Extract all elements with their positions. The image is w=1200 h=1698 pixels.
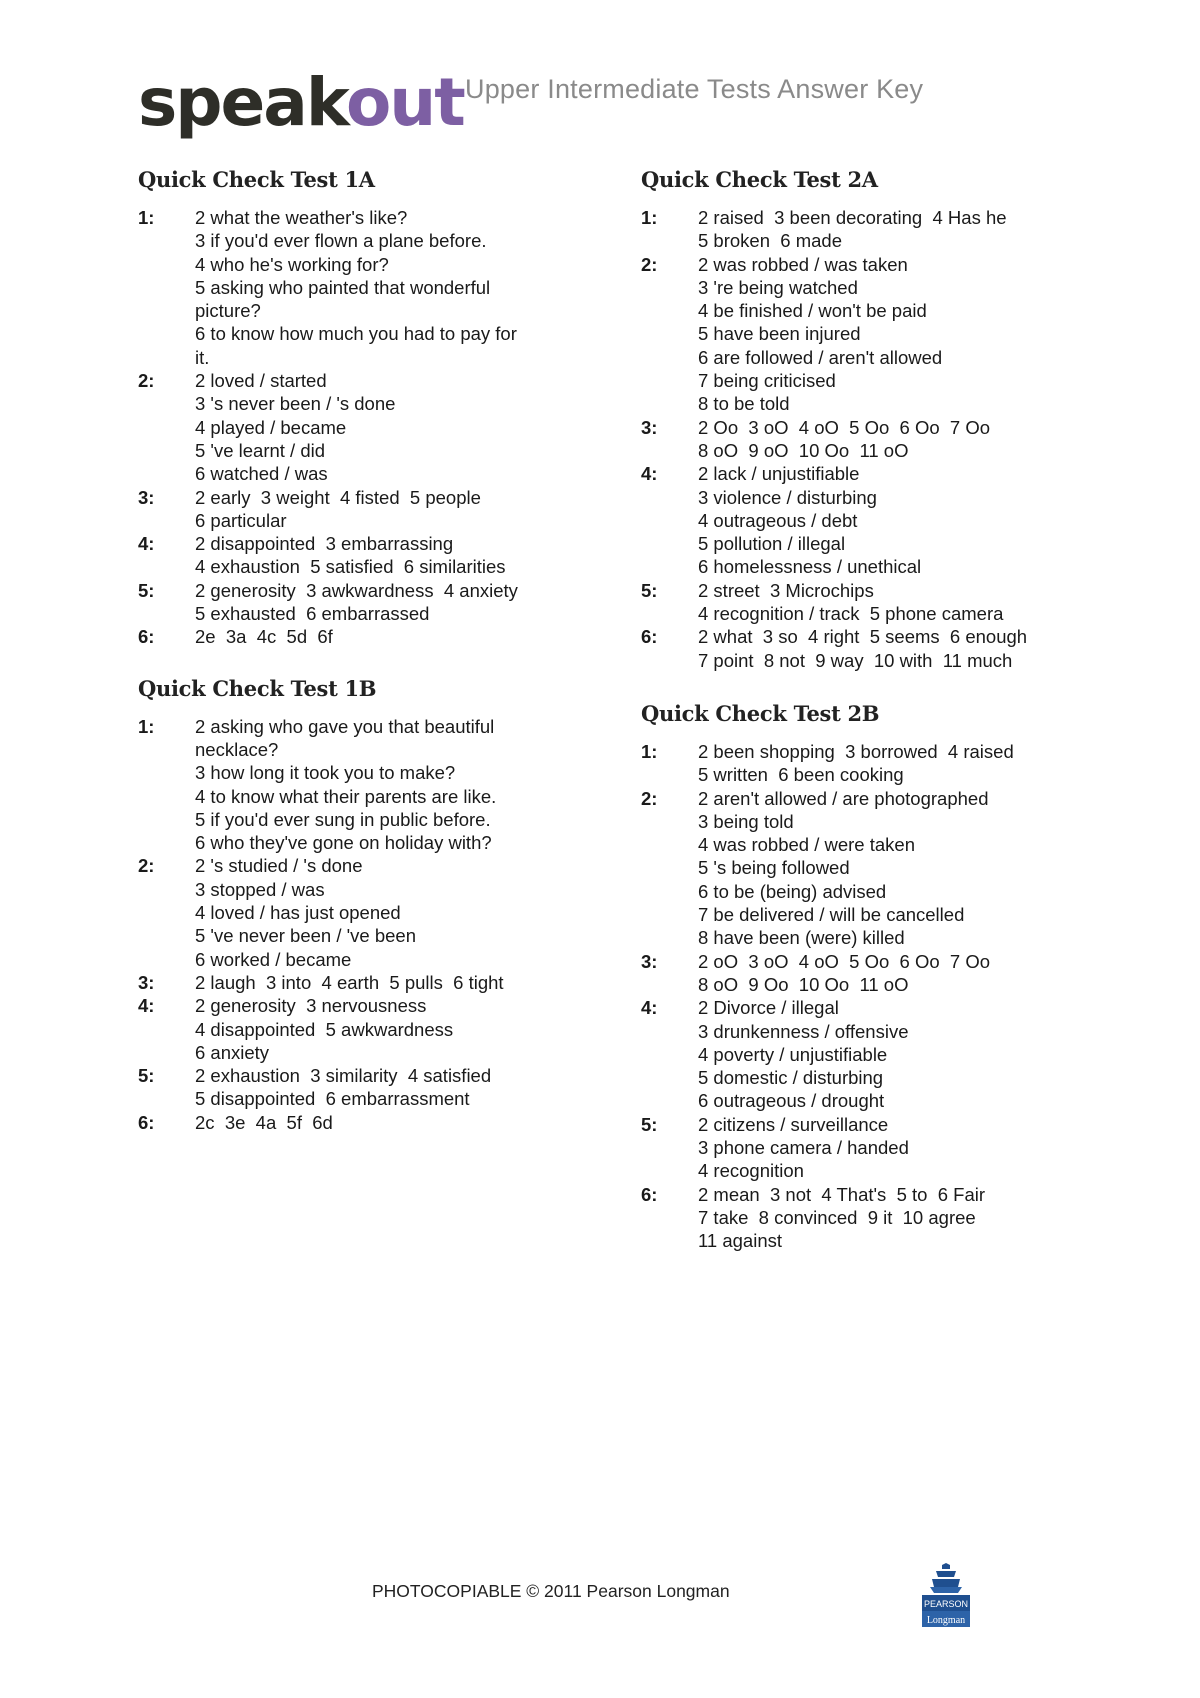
answer-lines: [698, 579, 1111, 626]
question-row: [138, 206, 598, 369]
answer-line: 5 disappointed 6 embarrassment: [195, 1088, 470, 1110]
question-number: 3:: [641, 950, 658, 972]
answer-line: 2 early 3 weight 4 fisted 5 people: [195, 486, 481, 508]
question-row: [138, 369, 598, 485]
answer-line: 2 what the weather's like?: [195, 207, 408, 228]
pearson-longman-logo: [918, 1563, 974, 1628]
answer-line: 3 if you'd ever flown a plane before.: [195, 230, 487, 252]
answer-line: 2 lack / unjustifiable: [698, 463, 860, 485]
answer-line: 2 raised 3 been decorating 4 Has he: [698, 207, 1007, 228]
answer-line: 4 loved / has just opened: [195, 902, 401, 924]
quiz-section: [641, 166, 1111, 672]
right-column: [641, 166, 1111, 1270]
question-number: 4:: [138, 533, 155, 555]
answer-line: 4 poverty / unjustifiable: [698, 1043, 888, 1065]
question-row: [138, 532, 598, 579]
question-number: 5:: [138, 579, 155, 601]
answer-lines: [195, 532, 598, 579]
answer-line: 7 be delivered / will be cancelled: [698, 904, 965, 926]
question-row: [138, 715, 598, 855]
answer-line: 7 point 8 not 9 way 10 with 11 much: [698, 649, 1013, 671]
answer-line: 5 've never been / 've been: [195, 925, 416, 947]
answer-line: 11 against: [698, 1230, 782, 1252]
question-row: [641, 579, 1111, 626]
answer-line: 5 if you'd ever sung in public before.: [195, 808, 491, 830]
answer-line: 6 to know how much you had to pay for: [195, 323, 517, 345]
answer-line: 4 recognition: [698, 1160, 804, 1182]
answer-line: 3 how long it took you to make?: [195, 762, 456, 784]
answer-line: 4 outrageous / debt: [698, 509, 858, 531]
question-number: 5:: [641, 1113, 658, 1135]
question-number: 6:: [641, 1183, 658, 1205]
answer-line: 8 oO 9 oO 10 Oo 11 oO: [698, 439, 909, 461]
answer-line: 5 asking who painted that wonderful: [195, 276, 491, 298]
question-row: [641, 206, 1111, 253]
answer-lines: [195, 206, 598, 369]
question-number: 4:: [641, 463, 658, 485]
logo-pearson-text: PEARSON: [923, 1599, 969, 1609]
answer-line: 2e 3a 4c 5d 6f: [195, 626, 333, 648]
answer-line: 4 to know what their parents are like.: [195, 785, 497, 807]
question-number: 2:: [641, 253, 658, 275]
answer-lines: [195, 994, 598, 1064]
section-title: Quick Check Test 1B: [138, 675, 377, 701]
question-row: [641, 253, 1111, 416]
answer-line: 4 exhaustion 5 satisfied 6 similarities: [195, 556, 506, 578]
question-number: 3:: [641, 416, 658, 438]
question-number: 1:: [641, 207, 658, 228]
question-row: [641, 1183, 1111, 1253]
answer-line: 5 written 6 been cooking: [698, 764, 904, 786]
section-title: Quick Check Test 2A: [641, 167, 878, 192]
answer-line: 2 street 3 Microchips: [698, 579, 874, 601]
answer-line: 3 drunkenness / offensive: [698, 1020, 909, 1042]
answer-line: 2 citizens / surveillance: [698, 1113, 889, 1135]
question-row: [138, 1111, 598, 1134]
answer-line: 3 stopped / was: [195, 878, 325, 900]
question-row: [138, 854, 598, 970]
answer-lines: [698, 1113, 1111, 1183]
answer-line: 3 's never been / 's done: [195, 393, 396, 415]
question-row: [641, 950, 1111, 997]
question-row: [641, 1113, 1111, 1183]
answer-line: 5 broken 6 made: [698, 230, 842, 252]
answer-line: 8 have been (were) killed: [698, 927, 905, 949]
answer-line: 3 're being watched: [698, 276, 858, 298]
question-number: 3:: [138, 971, 155, 993]
answer-line: necklace?: [195, 738, 279, 760]
left-column: [138, 166, 598, 1152]
answer-line: 2 oO 3 oO 4 oO 5 Oo 6 Oo 7 Oo: [698, 950, 991, 972]
answer-lines: [195, 486, 598, 533]
question-row: [641, 416, 1111, 463]
logo-speak-text: speak: [138, 64, 346, 141]
question-row: [138, 486, 598, 533]
answer-line: 2 what 3 so 4 right 5 seems 6 enough: [698, 626, 1028, 648]
answer-line: 8 to be told: [698, 393, 790, 415]
question-number: 6:: [138, 1111, 155, 1133]
question-number: 5:: [641, 579, 658, 601]
answer-line: 2 been shopping 3 borrowed 4 raised: [698, 740, 1014, 762]
question-number: 2:: [138, 855, 155, 877]
answer-line: 2 laugh 3 into 4 earth 5 pulls 6 tight: [195, 971, 504, 993]
speakout-logo: [138, 64, 464, 141]
answer-line: picture?: [195, 300, 261, 322]
answer-line: 2 's studied / 's done: [195, 855, 363, 877]
answer-line: 6 are followed / aren't allowed: [698, 346, 943, 368]
question-row: [138, 994, 598, 1064]
answer-line: 5 have been injured: [698, 323, 861, 345]
question-row: [641, 787, 1111, 950]
answer-line: 3 violence / disturbing: [698, 486, 877, 508]
answer-lines: [698, 740, 1111, 787]
question-row: [138, 579, 598, 626]
answer-lines: [195, 625, 598, 648]
answer-lines: [698, 996, 1111, 1112]
question-row: [641, 625, 1111, 672]
answer-line: 4 be finished / won't be paid: [698, 300, 927, 322]
answer-lines: [195, 1064, 598, 1111]
answer-lines: [698, 950, 1111, 997]
answer-lines: [698, 253, 1111, 416]
question-row: [641, 996, 1111, 1112]
question-number: 4:: [641, 997, 658, 1019]
answer-line: 2 Oo 3 oO 4 oO 5 Oo 6 Oo 7 Oo: [698, 416, 991, 438]
answer-lines: [698, 1183, 1111, 1253]
answer-line: 7 being criticised: [698, 370, 836, 392]
question-number: 2:: [641, 787, 658, 809]
question-row: [138, 625, 598, 648]
question-number: 3:: [138, 486, 155, 508]
answer-line: 5 've learnt / did: [195, 439, 326, 461]
answer-line: 2 exhaustion 3 similarity 4 satisfied: [195, 1065, 492, 1087]
answer-lines: [195, 715, 598, 855]
quiz-section: [138, 166, 598, 649]
answer-line: 3 phone camera / handed: [698, 1136, 909, 1158]
answer-line: it.: [195, 346, 210, 368]
answer-line: 6 who they've gone on holiday with?: [195, 832, 492, 854]
quiz-section: [138, 675, 598, 1134]
answer-line: 6 particular: [195, 509, 287, 531]
answer-line: 6 watched / was: [195, 463, 328, 485]
section-title: Quick Check Test 1A: [138, 167, 375, 192]
answer-line: 2 disappointed 3 embarrassing: [195, 533, 454, 555]
answer-line: 2c 3e 4a 5f 6d: [195, 1111, 333, 1133]
question-number: 1:: [138, 207, 155, 228]
answer-line: 5 exhausted 6 embarrassed: [195, 603, 430, 625]
answer-line: 2 mean 3 not 4 That's 5 to 6 Fair: [698, 1183, 986, 1205]
document-subtitle: Upper Intermediate Tests Answer Key: [465, 74, 924, 104]
answer-line: 2 Divorce / illegal: [698, 997, 839, 1019]
question-number: 5:: [138, 1065, 155, 1087]
quiz-section: [641, 700, 1111, 1253]
answer-line: 4 recognition / track 5 phone camera: [698, 603, 1004, 625]
answer-line: 4 played / became: [195, 416, 347, 438]
answer-lines: [195, 369, 598, 485]
answer-lines: [698, 625, 1111, 672]
footer-copyright: PHOTOCOPIABLE © 2011 Pearson Longman: [372, 1581, 730, 1601]
question-row: [138, 1064, 598, 1111]
answer-line: 6 to be (being) advised: [698, 880, 887, 902]
logo-out-text: out: [345, 64, 464, 141]
answer-lines: [195, 854, 598, 970]
answer-line: 6 anxiety: [195, 1041, 270, 1063]
question-row: [138, 971, 598, 994]
answer-lines: [698, 462, 1111, 578]
answer-line: 2 asking who gave you that beautiful: [195, 715, 495, 737]
question-row: [641, 740, 1111, 787]
answer-line: 2 loved / started: [195, 370, 327, 392]
answer-line: 4 disappointed 5 awkwardness: [195, 1018, 454, 1040]
answer-line: 2 generosity 3 awkwardness 4 anxiety: [195, 579, 518, 601]
answer-line: 4 was robbed / were taken: [698, 834, 915, 856]
answer-lines: [195, 1111, 598, 1134]
answer-line: 7 take 8 convinced 9 it 10 agree: [698, 1206, 976, 1228]
answer-line: 2 generosity 3 nervousness: [195, 995, 427, 1017]
answer-lines: [698, 416, 1111, 463]
answer-line: 3 being told: [698, 810, 794, 832]
answer-lines: [698, 787, 1111, 950]
answer-lines: [195, 971, 598, 994]
answer-lines: [195, 579, 598, 626]
question-number: 1:: [138, 715, 155, 737]
section-title: Quick Check Test 2B: [641, 700, 880, 726]
question-number: 4:: [138, 995, 155, 1017]
answer-line: 5 pollution / illegal: [698, 533, 846, 555]
answer-line: 2 was robbed / was taken: [698, 253, 908, 275]
answer-line: 5 domestic / disturbing: [698, 1067, 884, 1089]
answer-line: 6 homelessness / unethical: [698, 556, 922, 578]
answer-line: 6 worked / became: [195, 948, 352, 970]
answer-lines: [698, 206, 1111, 253]
page-header: [138, 64, 1098, 150]
logo-longman-text: Longman: [926, 1615, 966, 1626]
question-number: 6:: [641, 626, 658, 648]
question-number: 1:: [641, 740, 658, 762]
answer-line: 5 's being followed: [698, 857, 850, 879]
answer-line: 8 oO 9 Oo 10 Oo 11 oO: [698, 973, 909, 995]
question-number: 2:: [138, 370, 155, 392]
question-number: 6:: [138, 626, 155, 648]
answer-line: 6 outrageous / drought: [698, 1090, 885, 1112]
question-row: [641, 462, 1111, 578]
answer-line: 2 aren't allowed / are photographed: [698, 787, 989, 809]
answer-line: 4 who he's working for?: [195, 253, 389, 275]
